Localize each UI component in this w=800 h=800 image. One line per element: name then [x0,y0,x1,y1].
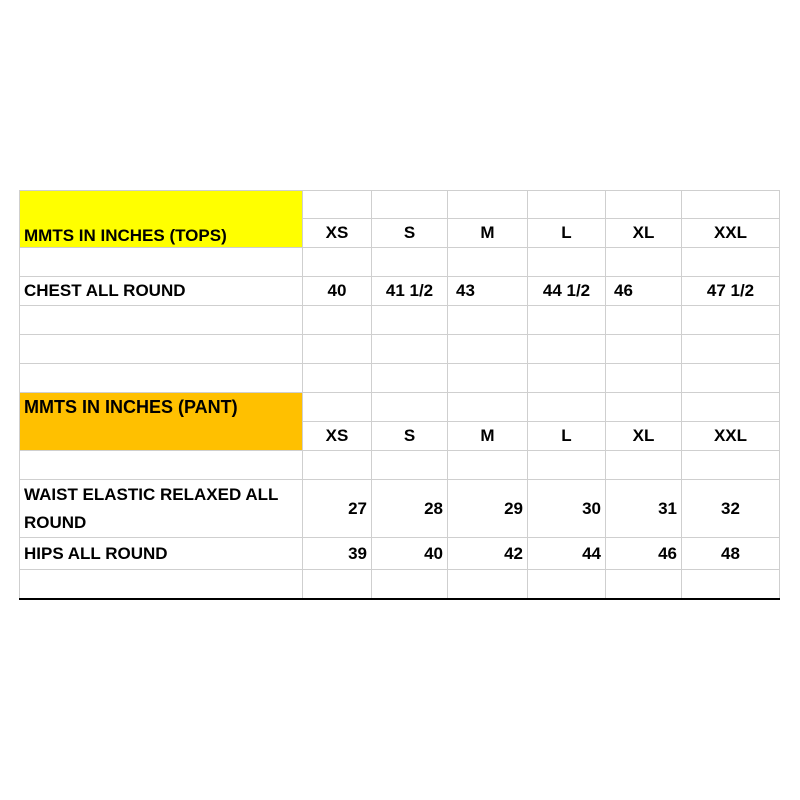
chest-xs-value: 40 [303,277,372,306]
blank-row [20,451,780,480]
hips-xxl-value: 48 [682,538,780,570]
hips-m-value: 42 [448,538,528,570]
hips-xl-value: 46 [606,538,682,570]
blank-row [20,335,780,364]
tops-size-xl: XL [606,219,682,248]
waist-m-value: 29 [448,480,528,538]
table-row [20,480,780,538]
row-label-chest: CHEST ALL ROUND [20,277,303,306]
pant-size-xs: XS [303,422,372,451]
blank-row [20,364,780,393]
pant-title: MMTS IN INCHES (PANT) [20,393,303,451]
empty-cell [303,191,372,219]
tops-size-xxl: XXL [682,219,780,248]
hips-l-value: 44 [528,538,606,570]
pant-size-xxl: XXL [682,422,780,451]
pant-size-m: M [448,422,528,451]
pant-size-s: S [372,422,448,451]
blank-row [20,570,780,599]
tops-size-s: S [372,219,448,248]
tops-size-m: M [448,219,528,248]
chest-l-value: 44 1/2 [528,277,606,306]
pant-header-top-row [20,393,780,422]
empty-cell [448,191,528,219]
empty-cell [606,191,682,219]
tops-header-top-row [20,191,780,219]
pant-size-l: L [528,422,606,451]
table-row [20,538,780,570]
chest-m-value: 43 [448,277,528,306]
waist-xl-value: 31 [606,480,682,538]
row-label-hips: HIPS ALL ROUND [20,538,303,570]
empty-cell [528,191,606,219]
waist-xxl-value: 32 [682,480,780,538]
blank-row [20,306,780,335]
waist-s-value: 28 [372,480,448,538]
waist-xs-value: 27 [303,480,372,538]
tops-title: MMTS IN INCHES (TOPS) [20,191,303,248]
hips-xs-value: 39 [303,538,372,570]
waist-l-value: 30 [528,480,606,538]
table-row [20,277,780,306]
hips-s-value: 40 [372,538,448,570]
chest-xl-value: 46 [606,277,682,306]
pant-size-xl: XL [606,422,682,451]
chest-xxl-value: 47 1/2 [682,277,780,306]
blank-row [20,248,780,277]
row-label-waist: WAIST ELASTIC RELAXED ALL ROUND [20,480,303,538]
empty-cell [682,191,780,219]
tops-size-l: L [528,219,606,248]
empty-cell [372,191,448,219]
size-chart-table [19,190,780,600]
tops-size-xs: XS [303,219,372,248]
chest-s-value: 41 1/2 [372,277,448,306]
